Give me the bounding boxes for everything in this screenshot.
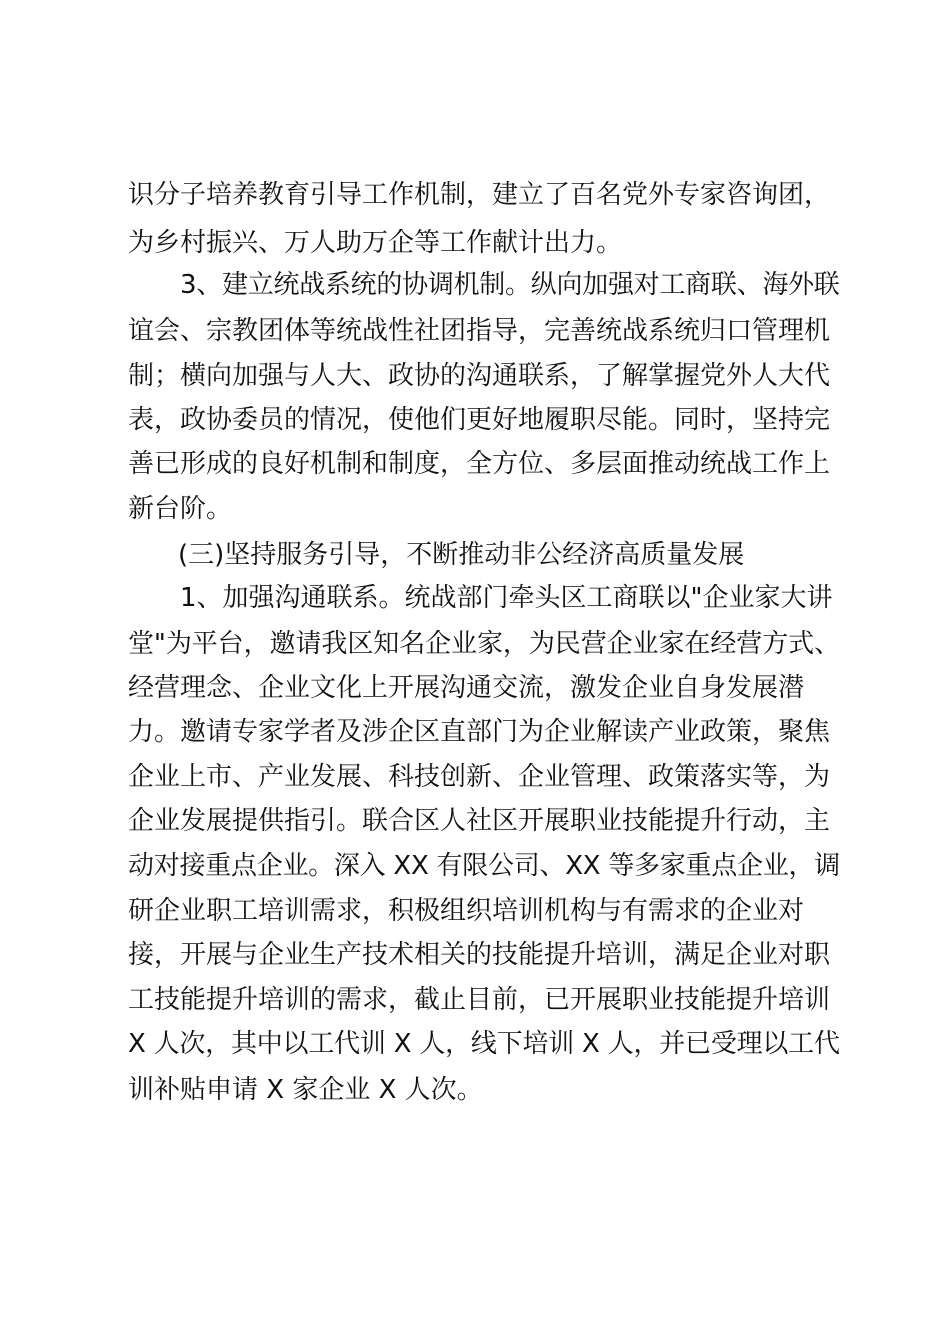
text-line: 新台阶。 bbox=[128, 494, 233, 524]
text-line: 表，政协委员的情况，使他们更好地履职尽能。同时，坚持完 bbox=[128, 405, 831, 435]
text-line: 工技能提升培训的需求，截止目前，已开展职业技能提升培训 bbox=[128, 985, 831, 1015]
text-line: 企业发展提供指引。联合区人社区开展职业技能提升行动，主 bbox=[128, 806, 831, 836]
text-line: 企业上市、产业发展、科技创新、企业管理、政策落实等，为 bbox=[128, 762, 831, 792]
text-line: X 人次，其中以工代训 X 人，线下培训 X 人，并已受理以工代 bbox=[128, 1029, 840, 1059]
text-line: 动对接重点企业。深入 XX 有限公司、XX 等多家重点企业，调 bbox=[128, 851, 840, 881]
text-line: 1、加强沟通联系。统战部门牵头区工商联以"企业家大讲 bbox=[180, 583, 833, 613]
text-line: 制；横向加强与人大、政协的沟通联系，了解掌握党外人大代 bbox=[128, 361, 831, 391]
text-line: 3、建立统战系统的协调机制。纵向加强对工商联、海外联 bbox=[180, 270, 840, 300]
text-line: 经营理念、企业文化上开展沟通交流，激发企业自身发展潜 bbox=[128, 673, 805, 703]
text-line: 识分子培养教育引导工作机制，建立了百名党外专家咨询团， bbox=[128, 180, 831, 210]
text-line: 训补贴申请 X 家企业 X 人次。 bbox=[128, 1075, 483, 1105]
text-line: 为乡村振兴、万人助万企等工作献计出力。 bbox=[128, 228, 623, 258]
text-line: 堂"为平台，邀请我区知名企业家，为民营企业家在经营方式、 bbox=[128, 629, 841, 659]
section-heading: (三)坚持服务引导，不断推动非公经济高质量发展 bbox=[178, 540, 745, 570]
text-line: 谊会、宗教团体等统战性社团指导，完善统战系统归口管理机 bbox=[128, 316, 831, 346]
text-line: 接，开展与企业生产技术相关的技能提升培训，满足企业对职 bbox=[128, 940, 831, 970]
text-line: 善已形成的良好机制和制度，全方位、多层面推动统战工作上 bbox=[128, 449, 831, 479]
text-line: 研企业职工培训需求，积极组织培训机构与有需求的企业对 bbox=[128, 896, 805, 926]
text-line: 力。邀请专家学者及涉企区直部门为企业解读产业政策，聚焦 bbox=[128, 717, 831, 747]
